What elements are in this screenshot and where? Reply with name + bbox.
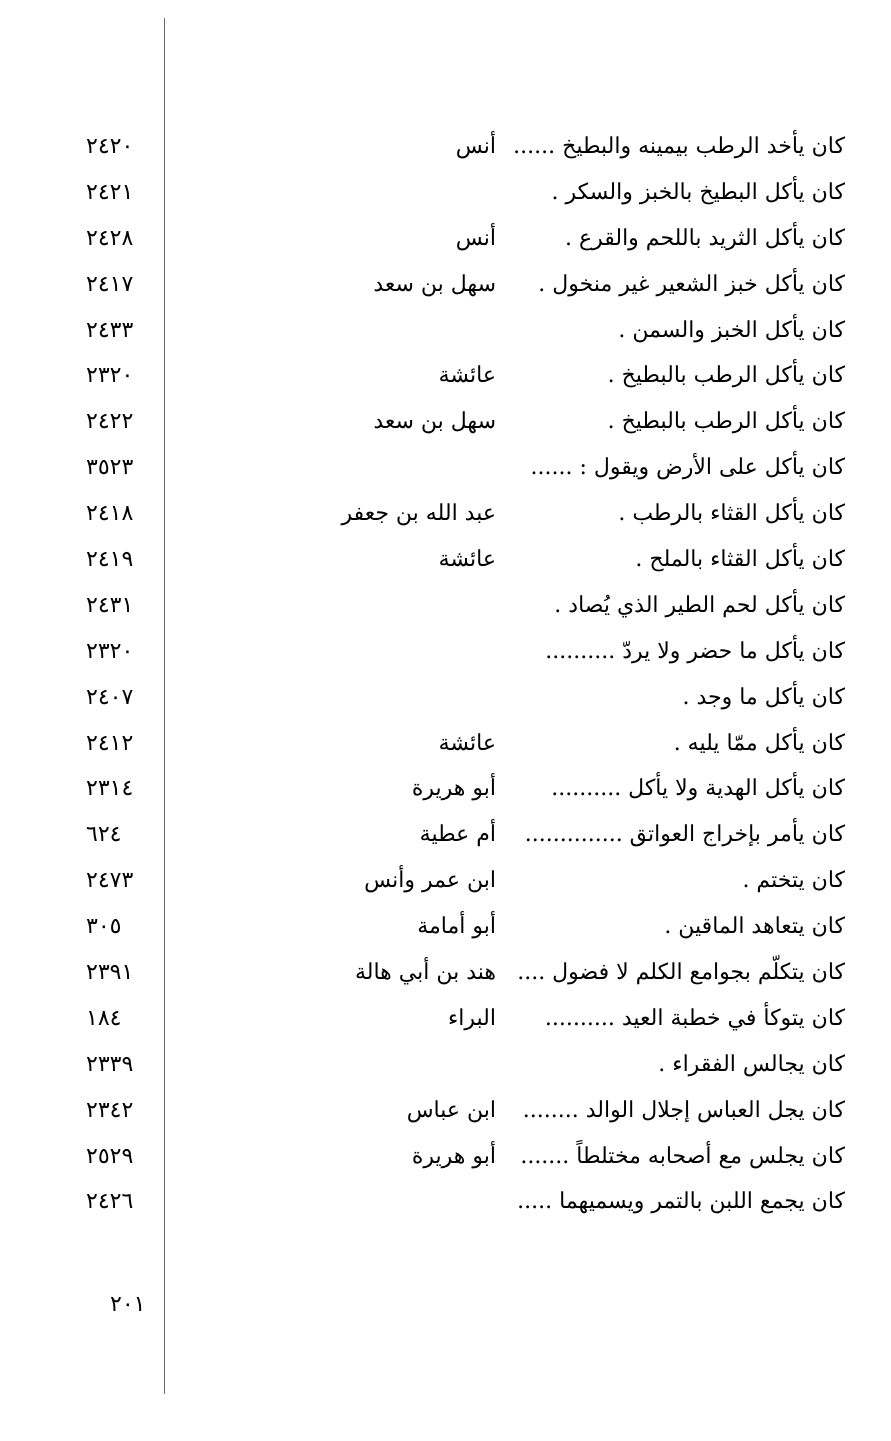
index-row bbox=[0, 1138, 891, 1184]
index-row bbox=[0, 449, 891, 495]
index-row bbox=[0, 1092, 891, 1138]
hadith-text: كان يجالس الفقراء . bbox=[658, 1051, 845, 1077]
index-row bbox=[0, 770, 891, 816]
index-row bbox=[0, 954, 891, 1000]
reference-number: ٢٤١٢ bbox=[86, 730, 134, 756]
reference-number: ٢٥٢٩ bbox=[86, 1143, 134, 1169]
reference-number: ٢٤٢١ bbox=[86, 179, 134, 205]
hadith-text: كان يأكل الخبز والسمن . bbox=[618, 317, 845, 343]
reference-number: ٣٠٥ bbox=[86, 914, 122, 940]
reference-number: ٢٣٤٢ bbox=[86, 1097, 134, 1123]
hadith-text: كان يأمر بإخراج العواتق .............. bbox=[524, 822, 845, 848]
index-row bbox=[0, 1046, 891, 1092]
reference-number: ١٨٤ bbox=[86, 1005, 122, 1031]
hadith-text: كان يأكل ممّا يليه . bbox=[673, 730, 845, 756]
reference-number: ٢٣٩١ bbox=[86, 960, 134, 986]
reference-number: ٢٤١٨ bbox=[86, 501, 134, 527]
index-row bbox=[0, 495, 891, 541]
page-number: ٢٠١ bbox=[110, 1292, 146, 1317]
hadith-text: كان يأكل ما وجد . bbox=[682, 684, 845, 710]
index-row bbox=[0, 587, 891, 633]
narrator: أبو هريرة bbox=[411, 776, 496, 802]
reference-number: ٢٤٧٣ bbox=[86, 868, 134, 894]
index-row bbox=[0, 128, 891, 174]
index-row bbox=[0, 266, 891, 312]
hadith-text: كان يتوكأ في خطبة العيد .......... bbox=[544, 1005, 845, 1031]
narrator: أبو أمامة bbox=[417, 914, 496, 940]
reference-number: ٢٤٣١ bbox=[86, 592, 134, 618]
index-row bbox=[0, 541, 891, 587]
reference-number: ٢٤٢٨ bbox=[86, 225, 134, 251]
reference-number: ٢٣٢٠ bbox=[86, 638, 134, 664]
reference-number: ٢٤٣٣ bbox=[86, 317, 134, 343]
reference-number: ٢٤٢٢ bbox=[86, 409, 134, 435]
index-row bbox=[0, 679, 891, 725]
reference-number: ٢٣١٤ bbox=[86, 776, 134, 802]
narrator: أبو هريرة bbox=[411, 1143, 496, 1169]
hadith-text: كان يأكل لحم الطير الذي يُصاد . bbox=[554, 592, 845, 618]
index-row bbox=[0, 312, 891, 358]
index-row bbox=[0, 1000, 891, 1046]
index-row bbox=[0, 403, 891, 449]
hadith-text: كان يجلس مع أصحابه مختلطاً ....... bbox=[520, 1143, 845, 1169]
hadith-text: كان يأكل القثاء بالملح . bbox=[635, 547, 845, 573]
narrator: هند بن أبي هالة bbox=[354, 960, 496, 986]
narrator: عائشة bbox=[438, 547, 496, 573]
index-row bbox=[0, 633, 891, 679]
hadith-text: كان يجل العباس إجلال الوالد ........ bbox=[522, 1097, 845, 1123]
narrator: أم عطية bbox=[419, 822, 496, 848]
hadith-text: كان يأكل ما حضر ولا يردّ .......... bbox=[545, 638, 845, 664]
narrator: عبد الله بن جعفر bbox=[341, 501, 496, 527]
hadith-text: كان يتكلّم بجوامع الكلم لا فضول .... bbox=[517, 960, 845, 986]
reference-number: ٢٣٢٠ bbox=[86, 363, 134, 389]
hadith-text: كان يأكل الثريد باللحم والقرع . bbox=[564, 225, 845, 251]
hadith-text: كان يأكل الرطب بالبطيخ . bbox=[607, 363, 845, 389]
index-row bbox=[0, 174, 891, 220]
index-row bbox=[0, 220, 891, 266]
index-row bbox=[0, 908, 891, 954]
narrator: أنس bbox=[455, 225, 496, 251]
narrator: سهل بن سعد bbox=[373, 271, 496, 297]
hadith-text: كان يأكل القثاء بالرطب . bbox=[618, 501, 845, 527]
narrator: سهل بن سعد bbox=[373, 409, 496, 435]
hadith-text: كان يأكل خبز الشعير غير منخول . bbox=[538, 271, 845, 297]
index-row bbox=[0, 862, 891, 908]
hadith-text: كان يتعاهد الماقين . bbox=[664, 914, 845, 940]
reference-number: ٣٥٢٣ bbox=[86, 455, 134, 481]
index-row bbox=[0, 1183, 891, 1229]
narrator: ابن عباس bbox=[406, 1097, 496, 1123]
reference-number: ٢٤٢٠ bbox=[86, 134, 134, 159]
hadith-text: كان يأخد الرطب بيمينه والبطيخ ...... bbox=[513, 134, 845, 159]
index-row bbox=[0, 357, 891, 403]
reference-number: ٦٢٤ bbox=[86, 822, 122, 848]
hadith-text: كان يجمع اللبن بالتمر ويسميهما ..... bbox=[517, 1189, 845, 1215]
reference-number: ٢٤٢٦ bbox=[86, 1189, 134, 1215]
index-row bbox=[0, 725, 891, 771]
index-list bbox=[0, 128, 891, 1229]
hadith-text: كان يأكل الهدية ولا يأكل .......... bbox=[551, 776, 845, 802]
narrator: ابن عمر وأنس bbox=[364, 868, 496, 894]
narrator: عائشة bbox=[438, 363, 496, 389]
hadith-text: كان يأكل الرطب بالبطيخ . bbox=[607, 409, 845, 435]
narrator: عائشة bbox=[438, 730, 496, 756]
reference-number: ٢٤١٩ bbox=[86, 547, 134, 573]
index-row bbox=[0, 816, 891, 862]
reference-number: ٢٣٣٩ bbox=[86, 1051, 134, 1077]
hadith-text: كان يتختم . bbox=[742, 868, 845, 894]
narrator: أنس bbox=[455, 134, 496, 159]
hadith-text: كان يأكل على الأرض ويقول : ...... bbox=[530, 455, 845, 481]
hadith-text: كان يأكل البطيخ بالخبز والسكر . bbox=[551, 179, 845, 205]
narrator: البراء bbox=[447, 1005, 496, 1031]
reference-number: ٢٤٠٧ bbox=[86, 684, 134, 710]
reference-number: ٢٤١٧ bbox=[86, 271, 134, 297]
